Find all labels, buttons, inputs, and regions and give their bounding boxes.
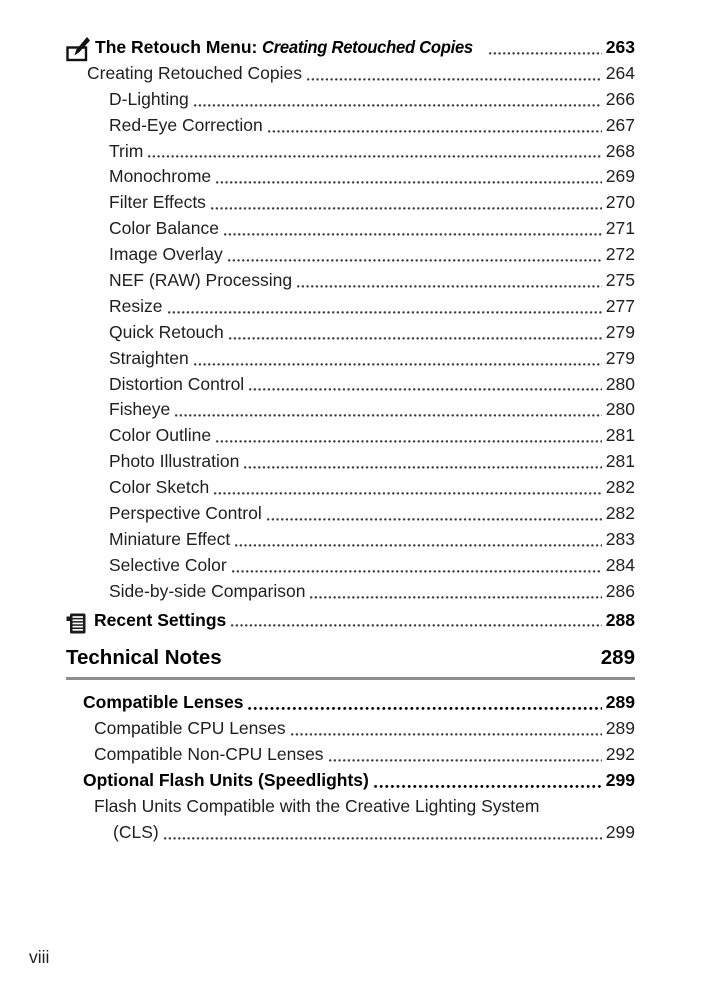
- dot-leader: [174, 412, 602, 419]
- toc-entry-label: Flash Units Compatible with the Creative Lighting System: [94, 796, 540, 817]
- toc-entry-label: Photo Illustration: [109, 451, 240, 472]
- dot-leader: [306, 76, 602, 83]
- toc-entry-label: Red-Eye Correction: [109, 114, 263, 135]
- toc-entry-page: 266: [605, 88, 635, 109]
- dot-leader: [193, 102, 602, 109]
- toc-entry-trim[interactable]: [66, 139, 635, 165]
- dot-leader: [215, 179, 602, 186]
- dot-leader: [210, 205, 602, 212]
- dot-leader: [230, 622, 602, 629]
- toc-entry-label: Compatible Lenses: [83, 692, 244, 713]
- dot-leader: [223, 231, 602, 238]
- toc-entry-label: D-Lighting: [109, 88, 189, 109]
- toc-entry-optional-flash-units[interactable]: [66, 768, 635, 794]
- dot-leader: [248, 386, 602, 393]
- dot-leader: [215, 438, 602, 445]
- toc-entry-resize[interactable]: [66, 294, 635, 320]
- toc-entry-retouch-menu[interactable]: [66, 35, 635, 61]
- dot-leader: [231, 568, 602, 575]
- toc-entry-page: 299: [605, 821, 635, 842]
- toc-entry-straighten[interactable]: [66, 346, 635, 372]
- toc-entry-d-lighting[interactable]: [66, 87, 635, 113]
- dot-leader: [296, 283, 602, 290]
- dot-leader: [234, 542, 602, 549]
- toc-entry-page: 279: [605, 347, 635, 368]
- dot-leader: [488, 50, 602, 57]
- toc-entry-filter-effects[interactable]: [66, 190, 635, 216]
- dot-leader: [213, 490, 602, 497]
- toc-entry-page: 277: [605, 295, 635, 316]
- toc-entry-photo-illustration[interactable]: [66, 449, 635, 475]
- dot-leader: [290, 731, 602, 738]
- table-of-contents: [66, 35, 635, 846]
- dot-leader: [243, 464, 601, 471]
- dot-leader: [328, 757, 602, 764]
- toc-entry-label: Filter Effects: [109, 192, 206, 213]
- toc-entry-page: 281: [605, 451, 635, 472]
- dot-leader: [163, 835, 602, 842]
- toc-entry-label: (CLS): [113, 821, 159, 842]
- toc-entry-label: NEF (RAW) Processing: [109, 270, 293, 291]
- toc-entry-color-balance[interactable]: [66, 216, 635, 242]
- toc-entry-color-outline[interactable]: [66, 423, 635, 449]
- toc-entry-perspective-control[interactable]: [66, 501, 635, 527]
- dot-leader: [309, 594, 601, 601]
- toc-entry-flash-units-cls-line1[interactable]: [66, 794, 635, 820]
- toc-entry-compatible-non-cpu-lenses[interactable]: [66, 742, 635, 768]
- dot-leader: [267, 128, 602, 135]
- toc-entry-page: 282: [605, 503, 635, 524]
- recent-settings-list-icon: [66, 612, 87, 636]
- dot-leader: [167, 309, 602, 316]
- toc-entry-page: 272: [605, 244, 635, 265]
- toc-entry-recent-settings[interactable]: [66, 608, 635, 634]
- toc-entry-label: Selective Color: [109, 554, 227, 575]
- toc-entry-monochrome[interactable]: [66, 164, 635, 190]
- toc-entry-page: 299: [605, 770, 635, 791]
- toc-entry-label: Optional Flash Units (Speedlights): [83, 770, 369, 791]
- toc-entry-label: Fisheye: [109, 399, 171, 420]
- toc-entry-page: 271: [605, 218, 635, 239]
- dot-leader: [193, 361, 602, 368]
- toc-entry-page: 270: [605, 192, 635, 213]
- toc-entry-label: Color Balance: [109, 218, 219, 239]
- toc-entry-page: 280: [605, 373, 635, 394]
- toc-entry-quick-retouch[interactable]: [66, 320, 635, 346]
- section-header-technical-notes[interactable]: [66, 643, 635, 672]
- dot-leader: [227, 257, 602, 264]
- toc-entry-label: Color Outline: [109, 425, 212, 446]
- toc-entry-label: Monochrome: [109, 166, 212, 187]
- dot-leader: [228, 335, 602, 342]
- toc-entry-label: Quick Retouch: [109, 321, 224, 342]
- dot-leader: [373, 783, 602, 790]
- toc-entry-page: 281: [605, 425, 635, 446]
- dot-leader: [147, 153, 601, 160]
- toc-entry-page: 269: [605, 166, 635, 187]
- toc-entry-page: 267: [605, 114, 635, 135]
- retouch-title-prefix: The Retouch Menu:: [95, 37, 263, 57]
- section-divider-rule: [66, 677, 635, 680]
- section-header-page: 289: [600, 646, 635, 670]
- footer-page-number: viii: [29, 947, 50, 967]
- toc-entry-label: Compatible Non-CPU Lenses: [94, 744, 324, 765]
- toc-entry-page: 279: [605, 321, 635, 342]
- toc-entry-label: Recent Settings: [94, 609, 227, 630]
- toc-entry-page: 268: [605, 140, 635, 161]
- toc-entry-page: 275: [605, 270, 635, 291]
- toc-entry-nef-raw-processing[interactable]: [66, 268, 635, 294]
- toc-entry-distortion-control[interactable]: [66, 372, 635, 398]
- toc-entry-selective-color[interactable]: [66, 553, 635, 579]
- dot-leader: [266, 516, 602, 523]
- toc-entry-miniature-effect[interactable]: [66, 527, 635, 553]
- retouch-title-italic: Creating Retouched Copies: [262, 37, 474, 57]
- toc-entry-page: 288: [605, 609, 635, 630]
- toc-entry-label: Creating Retouched Copies: [87, 62, 302, 83]
- toc-entry-label: Side-by-side Comparison: [109, 580, 306, 601]
- toc-entry-compatible-cpu-lenses[interactable]: [66, 716, 635, 742]
- toc-entry-label: [95, 35, 484, 61]
- toc-entry-page: 280: [605, 399, 635, 420]
- toc-entry-side-by-side-comparison[interactable]: [66, 579, 635, 605]
- toc-entry-page: 289: [605, 692, 635, 713]
- toc-entry-creating-retouched-copies[interactable]: [66, 61, 635, 87]
- toc-entry-label: Image Overlay: [109, 244, 223, 265]
- toc-entry-fisheye[interactable]: [66, 397, 635, 423]
- toc-entry-page: 289: [605, 718, 635, 739]
- section-header-label: Technical Notes: [66, 646, 222, 670]
- toc-entry-label: Miniature Effect: [109, 528, 231, 549]
- toc-entry-label: Trim: [109, 140, 144, 161]
- toc-entry-label: Distortion Control: [109, 373, 245, 394]
- toc-entry-page: 263: [605, 37, 635, 57]
- toc-entry-color-sketch[interactable]: [66, 475, 635, 501]
- retouch-brush-icon: [66, 37, 91, 63]
- toc-entry-page: 286: [605, 580, 635, 601]
- toc-entry-flash-units-cls-line2[interactable]: [66, 820, 635, 846]
- toc-entry-label: Compatible CPU Lenses: [94, 718, 286, 739]
- toc-entry-label: Straighten: [109, 347, 189, 368]
- toc-entry-label: Perspective Control: [109, 503, 262, 524]
- toc-entry-page: 283: [605, 528, 635, 549]
- toc-entry-page: 282: [605, 477, 635, 498]
- toc-entry-image-overlay[interactable]: [66, 242, 635, 268]
- toc-entry-page: 284: [605, 554, 635, 575]
- toc-entry-page: 292: [605, 744, 635, 765]
- dot-leader: [247, 705, 601, 712]
- toc-entry-red-eye-correction[interactable]: [66, 113, 635, 139]
- toc-entry-compatible-lenses[interactable]: [66, 690, 635, 716]
- toc-entry-label: Resize: [109, 295, 163, 316]
- toc-entry-label: Color Sketch: [109, 477, 210, 498]
- toc-entry-page: 264: [605, 62, 635, 83]
